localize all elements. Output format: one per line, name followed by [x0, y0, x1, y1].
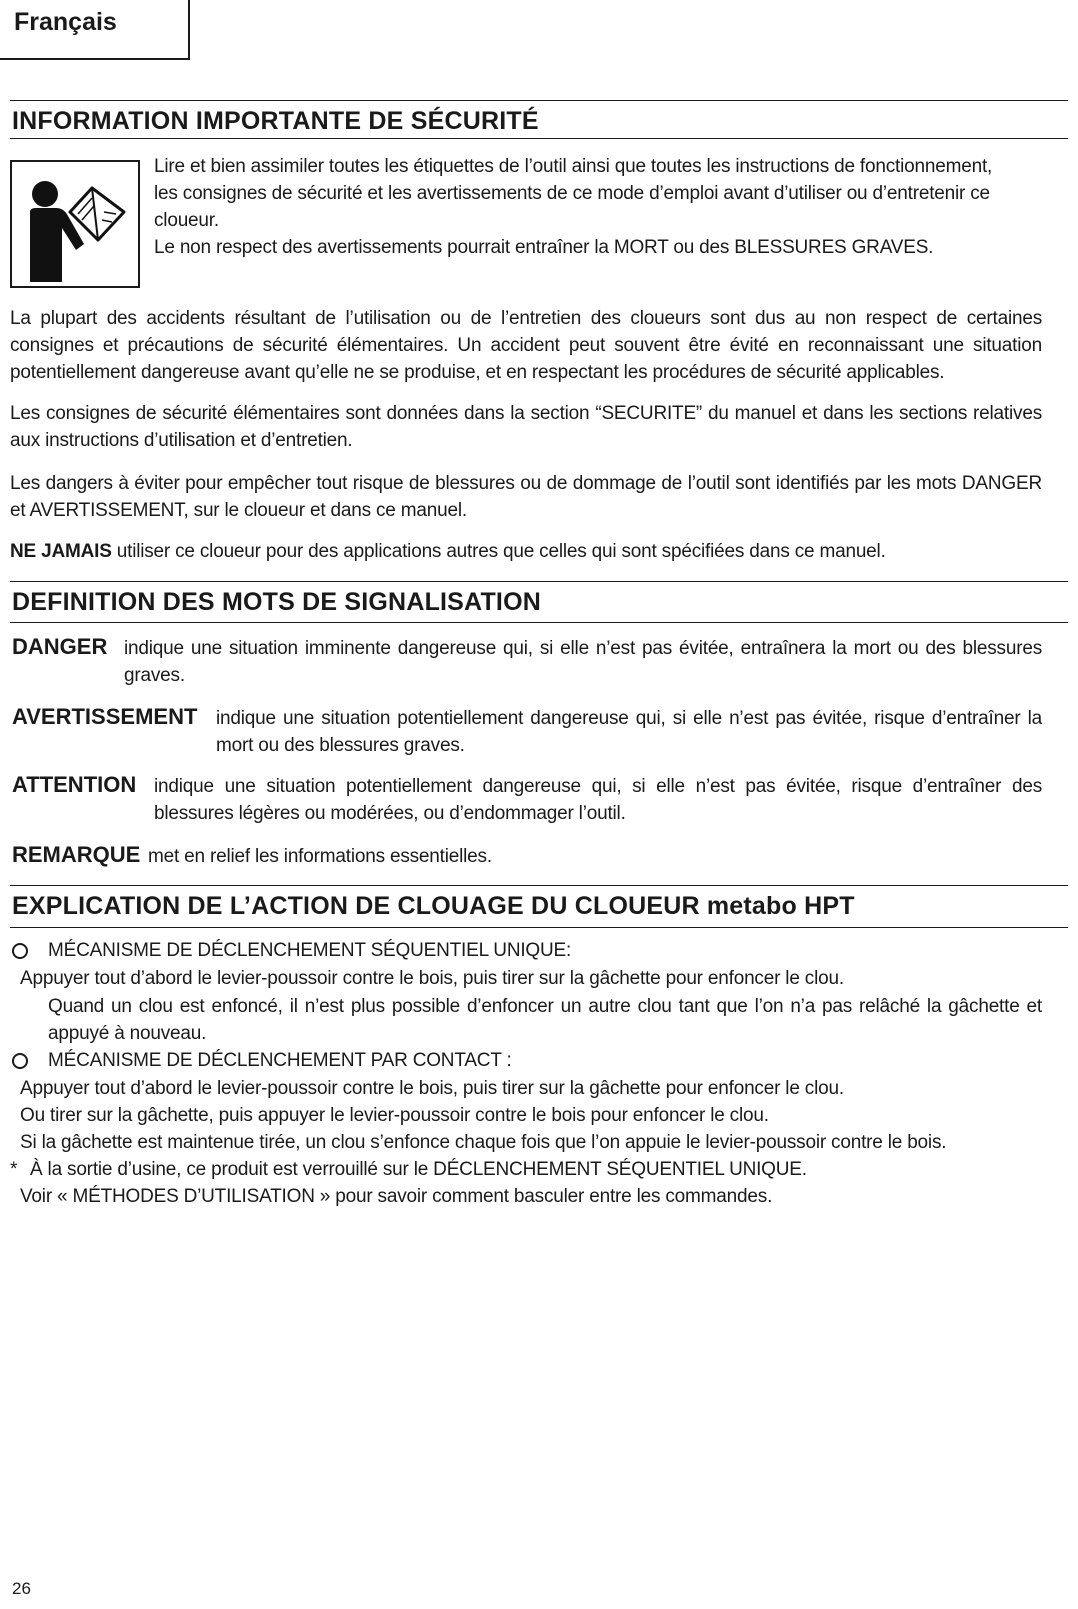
safety-intro-line-1: Lire et bien assimiler toutes les étiquettes de l’outil ainsi que toutes les instructions de fonctionnement,	[154, 156, 993, 177]
never-statement	[10, 538, 886, 565]
contact-line-2: Ou tirer sur la gâchette, puis appuyer le levier-poussoir contre le bois pour enfoncer le clou.	[20, 1105, 769, 1126]
safety-intro-line-3: cloueur.	[154, 210, 219, 231]
section-rule-top	[10, 100, 1068, 101]
contact-line-1: Appuyer tout d’abord le levier-poussoir contre le bois, puis tirer sur la gâchette pour enfoncer le clou.	[20, 1078, 844, 1099]
note-line-2: Voir « MÉTHODES D’UTILISATION » pour savoir comment basculer entre les commandes.	[20, 1186, 773, 1207]
safety-paragraph-2: Les consignes de sécurité élémentaires sont données dans la section “SECURITE” du manuel et dans les sections relatives aux instructions d’utilisation et d’entretien.	[10, 403, 1042, 451]
sequential-line-2: Quand un clou est enfoncé, il n’est plus possible d’enfoncer un autre clou tant que l’on n’a pas relâché la gâchette et appuyé à nouveau.	[48, 996, 1042, 1044]
term-attention-desc: indique une situation potentiellement dangereuse qui, si elle n’est pas évitée, risque d’entraîner des blessures légères ou modérées, ou d’endommager l’outil.	[154, 776, 1042, 824]
section-rule-bottom	[10, 927, 1068, 928]
term-danger-desc: indique une situation imminente dangereuse qui, si elle n’est pas évitée, entraînera la mort ou des blessures graves.	[124, 638, 1042, 686]
section-rule-top	[10, 885, 1068, 886]
safety-paragraph-3: Les dangers à éviter pour empêcher tout risque de blessures ou de dommage de l’outil sont identifiés par les mots DANGER et AVERTISSEMENT, sur le cloueur et dans ce manuel.	[10, 473, 1042, 521]
contact-line-3: Si la gâchette est maintenue tirée, un clou s’enfonce chaque fois que l’on appuie le levier-poussoir contre le bois.	[20, 1132, 947, 1153]
language-tab	[0, 0, 190, 60]
term-remarque-desc: met en relief les informations essentielles.	[148, 846, 492, 867]
circle-bullet-icon	[12, 943, 28, 959]
safety-paragraph-1: La plupart des accidents résultant de l’utilisation ou de l’entretien des cloueurs sont dus au non respect de certaines consignes et précautions de sécurité élémentaires. Un accident peut souvent être évité en reconnaissant une situation potentiellement dangereuse avant qu’elle ne se produise, et en respectant les procédures de sécurité applicables.	[10, 308, 1042, 383]
language-label: Français	[14, 8, 117, 36]
explanation-heading: EXPLICATION DE L’ACTION DE CLOUAGE DU CLOUEUR metabo HPT	[12, 892, 855, 920]
section-rule-bottom	[10, 138, 1068, 139]
term-avertissement-desc: indique une situation potentiellement dangereuse qui, si elle n’est pas évitée, risque d’entraîner la mort ou des blessures graves.	[216, 708, 1042, 756]
sequential-title: MÉCANISME DE DÉCLENCHEMENT SÉQUENTIEL UNIQUE:	[48, 940, 572, 961]
never-text: utiliser ce cloueur pour des applications autres que celles qui sont spécifiées dans ce manuel.	[111, 541, 886, 562]
safety-intro-line-2: les consignes de sécurité et les avertissements de ce mode d’emploi avant d’utiliser ou d’entretenir ce	[154, 183, 990, 204]
never-prefix: NE JAMAIS	[10, 541, 112, 562]
note-line-1: À la sortie d’usine, ce produit est verrouillé sur le DÉCLENCHEMENT SÉQUENTIEL UNIQUE.	[30, 1159, 807, 1180]
term-danger: DANGER	[12, 634, 108, 659]
note-star: *	[10, 1159, 18, 1180]
page-number: 26	[12, 1579, 31, 1598]
contact-title: MÉCANISME DE DÉCLENCHEMENT PAR CONTACT :	[48, 1050, 512, 1071]
safety-heading: INFORMATION IMPORTANTE DE SÉCURITÉ	[12, 107, 539, 135]
section-rule-bottom	[10, 622, 1068, 623]
definitions-heading: DEFINITION DES MOTS DE SIGNALISATION	[12, 588, 541, 616]
term-attention: ATTENTION	[12, 772, 137, 797]
section-rule-top	[10, 581, 1068, 582]
sequential-line-1: Appuyer tout d’abord le levier-poussoir contre le bois, puis tirer sur la gâchette pour enfoncer le clou.	[20, 968, 844, 989]
term-avertissement: AVERTISSEMENT	[12, 704, 198, 729]
read-manual-icon	[10, 160, 140, 288]
safety-intro-line-4: Le non respect des avertissements pourrait entraîner la MORT ou des BLESSURES GRAVES.	[154, 237, 934, 258]
term-remarque: REMARQUE	[12, 842, 141, 867]
circle-bullet-icon	[12, 1053, 28, 1069]
